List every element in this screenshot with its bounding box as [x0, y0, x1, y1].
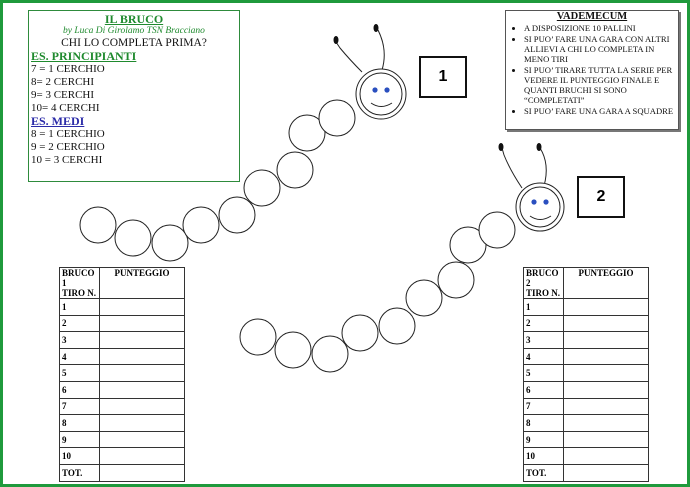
- vademecum-item: • SI PUO’ TIRARE TUTTA LA SERIE PER VEDERE IL PUNTEGGIO FINALE E QUANTI BRUCHI SI SONO “COMPLETATI”: [524, 65, 678, 105]
- score-cell[interactable]: [100, 464, 185, 481]
- table-row-label: 1: [60, 299, 100, 316]
- score-table-1: [59, 267, 185, 482]
- score-cell[interactable]: [564, 464, 649, 481]
- caterpillar-2-segment: [312, 336, 348, 372]
- table-1-col2-header: PUNTEGGIO: [100, 268, 185, 299]
- vademecum-title: VADEMECUM: [556, 11, 628, 22]
- table-row-label: 3: [60, 332, 100, 349]
- vademecum-item: • SI PUO’ FARE UNA GARA CON ALTRI ALLIEVI A CHI LO COMPLETA IN MENO TIRI: [524, 34, 678, 64]
- caterpillar-2-label: 2: [577, 176, 625, 218]
- table-row-label: 10: [524, 448, 564, 465]
- medium-rule: 9 = 2 CERCHIO: [31, 141, 105, 153]
- table-row-label: 8: [60, 415, 100, 432]
- table-row-label: 4: [524, 348, 564, 365]
- table-row-label: 7: [524, 398, 564, 415]
- beginners-rule: 10= 4 CERCHI: [31, 102, 100, 114]
- score-cell[interactable]: [100, 315, 185, 332]
- score-cell[interactable]: [564, 398, 649, 415]
- table-row-label: 8: [524, 415, 564, 432]
- table-row-label: 2: [524, 315, 564, 332]
- score-cell[interactable]: [100, 348, 185, 365]
- table-row-label: 6: [524, 381, 564, 398]
- table-2-col2-header: PUNTEGGIO: [564, 268, 649, 299]
- score-cell[interactable]: [564, 381, 649, 398]
- caterpillar-1-segment: [115, 220, 151, 256]
- score-cell[interactable]: [564, 332, 649, 349]
- game-title: IL BRUCO: [104, 12, 164, 26]
- caterpillar-1-segment: [152, 225, 188, 261]
- caterpillar-2-segment: [406, 280, 442, 316]
- table-2-col1-header: BRUCO 2 TIRO N.: [524, 268, 564, 299]
- question-text: CHI LO COMPLETA PRIMA?: [61, 37, 207, 49]
- score-cell[interactable]: [100, 431, 185, 448]
- table-row-label: 6: [60, 381, 100, 398]
- caterpillar-1-segment: [183, 207, 219, 243]
- vademecum-item: • SI PUO’ FARE UNA GARA A SQUADRE: [524, 106, 678, 116]
- beginners-rule: 9= 3 CERCHI: [31, 89, 95, 101]
- table-row-label: TOT.: [524, 464, 564, 481]
- caterpillar-2-segment: [438, 262, 474, 298]
- beginners-rule: 8= 2 CERCHI: [31, 76, 95, 88]
- beginners-rule: 7 = 1 CERCHIO: [31, 63, 105, 75]
- score-cell[interactable]: [564, 365, 649, 382]
- table-row-label: 5: [60, 365, 100, 382]
- table-row-label: 9: [524, 431, 564, 448]
- table-row-label: 7: [60, 398, 100, 415]
- caterpillar-1-segment: [244, 170, 280, 206]
- score-cell[interactable]: [564, 431, 649, 448]
- table-row-label: 5: [524, 365, 564, 382]
- caterpillar-2-segment: [342, 315, 378, 351]
- score-cell[interactable]: [564, 415, 649, 432]
- caterpillar-1-segment: [80, 207, 116, 243]
- caterpillar-2-segment: [275, 332, 311, 368]
- table-row-label: TOT.: [60, 464, 100, 481]
- caterpillar-1-segment: [219, 197, 255, 233]
- score-cell[interactable]: [100, 448, 185, 465]
- table-row-label: 3: [524, 332, 564, 349]
- score-table-2: [523, 267, 649, 482]
- caterpillar-1-label: 1: [419, 56, 467, 98]
- table-1-col1-header: BRUCO 1 TIRO N.: [60, 268, 100, 299]
- table-row-label: 1: [524, 299, 564, 316]
- caterpillar-1-segment: [277, 152, 313, 188]
- score-cell[interactable]: [564, 348, 649, 365]
- caterpillar-2-segment: [240, 319, 276, 355]
- vademecum-item: • A DISPOSIZIONE 10 PALLINI: [524, 23, 678, 33]
- score-cell[interactable]: [100, 381, 185, 398]
- score-cell[interactable]: [564, 299, 649, 316]
- score-cell[interactable]: [100, 299, 185, 316]
- medium-header: ES. MEDI: [31, 114, 85, 128]
- caterpillar-1-segment: [319, 100, 355, 136]
- caterpillar-2-segment: [479, 212, 515, 248]
- score-cell[interactable]: [100, 365, 185, 382]
- medium-rule: 8 = 1 CERCHIO: [31, 128, 105, 140]
- table-row-label: 9: [60, 431, 100, 448]
- score-cell[interactable]: [100, 415, 185, 432]
- score-cell[interactable]: [564, 315, 649, 332]
- score-cell[interactable]: [564, 448, 649, 465]
- caterpillar-2-segment: [379, 308, 415, 344]
- table-row-label: 4: [60, 348, 100, 365]
- beginners-header: ES. PRINCIPIANTI: [31, 49, 137, 63]
- score-cell[interactable]: [100, 332, 185, 349]
- medium-rule: 10 = 3 CERCHI: [31, 154, 103, 166]
- author-credit: by Luca Di Girolamo TSN Bracciano: [63, 26, 205, 36]
- score-cell[interactable]: [100, 398, 185, 415]
- table-row-label: 10: [60, 448, 100, 465]
- table-row-label: 2: [60, 315, 100, 332]
